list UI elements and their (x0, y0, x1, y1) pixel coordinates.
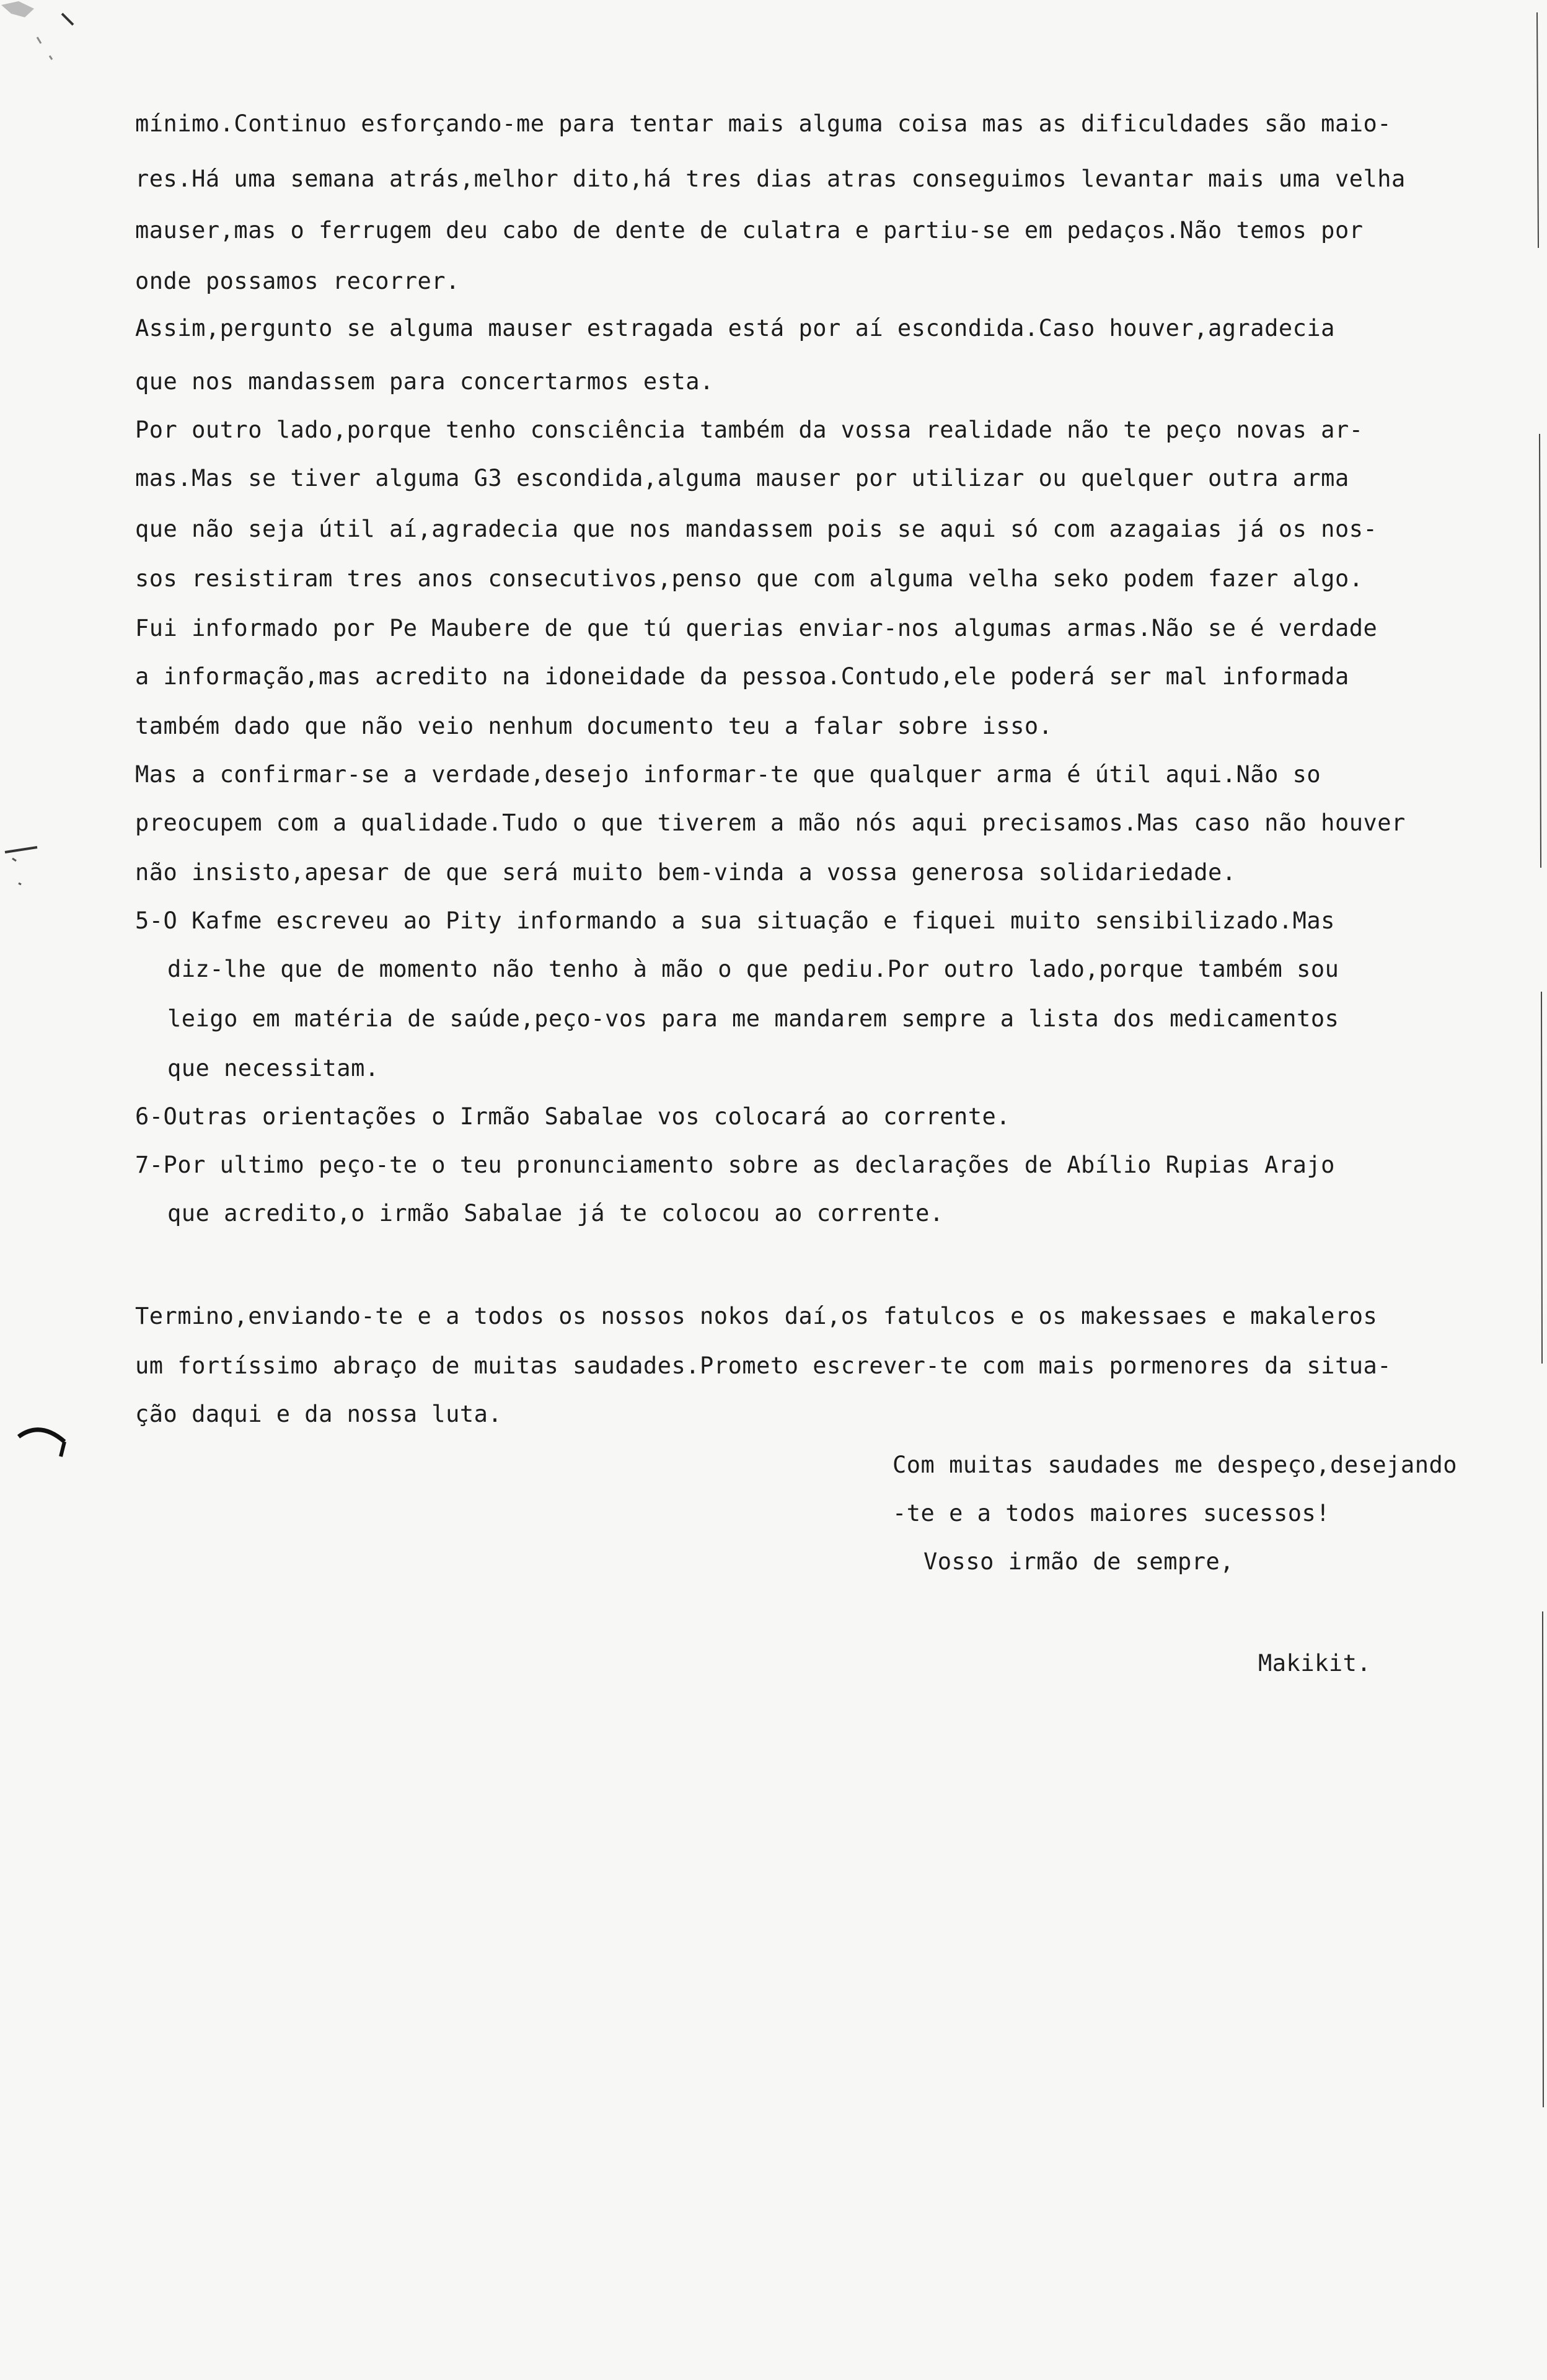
closing-line: Com muitas saudades me despeço,desejando (892, 1452, 1458, 1478)
body-line: Mas a confirmar-se a verdade,desejo informar-te que qualquer arma é útil aqui.Não so (135, 761, 1321, 788)
body-line: que não seja útil aí,agradecia que nos mandassem pois se aqui só com azagaias já os nos- (135, 516, 1378, 542)
body-line: preocupem com a qualidade.Tudo o que tiverem a mão nós aqui precisamos.Mas caso não houver (135, 809, 1406, 836)
body-line: onde possamos recorrer. (135, 268, 460, 294)
body-line: também dado que não veio nenhum documento teu a falar sobre isso. (135, 713, 1053, 739)
list-item-5-cont: diz-lhe que de momento não tenho à mão o que pediu.Por outro lado,porque também sou (167, 956, 1339, 982)
body-line: ção daqui e da nossa luta. (135, 1401, 503, 1427)
scan-smudge-top-left (0, 0, 87, 74)
scan-edge-right (1512, 0, 1547, 2380)
body-line: um fortíssimo abraço de muitas saudades.Prometo escrever-te com mais pormenores da situa- (135, 1352, 1392, 1379)
body-line: sos resistiram tres anos consecutivos,penso que com alguma velha seko podem fazer algo. (135, 565, 1364, 592)
closing-line: -te e a todos maiores sucessos! (892, 1500, 1331, 1527)
list-item-7: 7-Por ultimo peço-te o teu pronunciamento sobre as declarações de Abílio Rupias Arajo (135, 1152, 1335, 1178)
hole-punch-mark (12, 1419, 74, 1463)
body-line: que nos mandassem para concertarmos esta. (135, 368, 714, 395)
body-line: mas.Mas se tiver alguma G3 escondida,alguma mauser por utilizar ou quelquer outra arma (135, 465, 1349, 491)
body-line: Fui informado por Pe Maubere de que tú querias enviar-nos algumas armas.Não se é verdade (135, 615, 1378, 641)
body-line: Termino,enviando-te e a todos os nossos nokos daí,os fatulcos e os makessaes e makaleros (135, 1303, 1378, 1329)
body-line: res.Há uma semana atrás,melhor dito,há tres dias atras conseguimos levantar mais uma velha (135, 165, 1406, 192)
body-line: mínimo.Continuo esforçando-me para tentar mais alguma coisa mas as dificuldades são maio- (135, 110, 1392, 137)
body-line: a informação,mas acredito na idoneidade da pessoa.Contudo,ele poderá ser mal informada (135, 663, 1349, 690)
list-item-5-cont: que necessitam. (167, 1055, 379, 1082)
list-item-6: 6-Outras orientações o Irmão Sabalae vos colocará ao corrente. (135, 1103, 1011, 1130)
body-line: não insisto,apesar de que será muito bem-vinda a vossa generosa solidariedade. (135, 859, 1236, 886)
list-item-5: 5-O Kafme escreveu ao Pity informando a sua situação e fiquei muito sensibilizado.Mas (135, 907, 1335, 934)
body-line: mauser,mas o ferrugem deu cabo de dente de culatra e partiu-se em pedaços.Não temos por (135, 217, 1364, 244)
scan-mark-left-middle (0, 840, 50, 889)
body-line: Assim,pergunto se alguma mauser estragada está por aí escondida.Caso houver,agradecia (135, 315, 1335, 342)
signature: Makikit. (1258, 1650, 1372, 1677)
body-line: Por outro lado,porque tenho consciência também da vossa realidade não te peço novas ar- (135, 416, 1364, 443)
list-item-7-cont: que acredito,o irmão Sabalae já te colocou ao corrente. (167, 1200, 944, 1227)
closing-line: Vosso irmão de sempre, (923, 1548, 1235, 1575)
list-item-5-cont: leigo em matéria de saúde,peço-vos para me mandarem sempre a lista dos medicamentos (167, 1005, 1339, 1032)
